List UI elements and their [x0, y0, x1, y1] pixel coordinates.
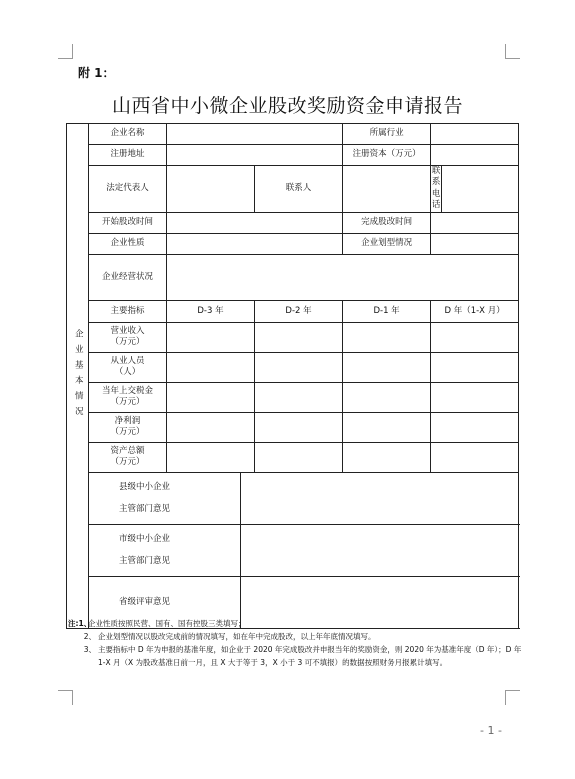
year-d-1: D-1 年: [343, 300, 431, 322]
cell-assets-d-2[interactable]: [255, 442, 343, 472]
label-capital: 注册资本（万元）: [343, 145, 431, 166]
cell-assets-d-1[interactable]: [343, 442, 431, 472]
label-address: 注册地址: [89, 145, 167, 166]
label-contact: 联系人: [255, 166, 343, 213]
cell-revenue-d-3[interactable]: [167, 322, 255, 352]
field-phone[interactable]: [442, 166, 519, 213]
attachment-label: 附 1：: [78, 66, 115, 80]
cell-assets-d-3[interactable]: [167, 442, 255, 472]
page-number: - 1 -: [480, 724, 502, 737]
label-city-opinion: 市级中小企业 主管部门意见: [89, 524, 241, 576]
label-county-opinion: 县级中小企业 主管部门意见: [89, 472, 241, 524]
label-company-name: 企业名称: [89, 124, 167, 145]
note-2-number: 2、: [83, 632, 96, 641]
label-operation: 企业经营状况: [89, 254, 167, 300]
note-2-text: 企业划型情况以股改完成前的情况填写，如在年中完成股改，以上年年底情况填写。: [98, 632, 376, 641]
year-d-2: D-2 年: [255, 300, 343, 322]
year-d-3: D-3 年: [167, 300, 255, 322]
year-d: D 年（1-X 月）: [431, 300, 519, 322]
indicator-header: 主要指标: [89, 300, 167, 322]
cell-employees-d-3[interactable]: [167, 352, 255, 382]
cell-assets-d[interactable]: [431, 442, 519, 472]
field-type[interactable]: [431, 233, 519, 254]
cell-revenue-d-2[interactable]: [255, 322, 343, 352]
indicator-employees: 从业人员 （人）: [89, 352, 167, 382]
cell-tax-d-1[interactable]: [343, 382, 431, 412]
label-phone: 联系电话: [431, 166, 441, 211]
field-operation[interactable]: [167, 254, 519, 300]
field-industry[interactable]: [431, 124, 519, 145]
label-start-time: 开始股改时间: [89, 212, 167, 233]
note-3-text: 主要指标中 D 年为申报的基准年度，如企业于 2020 年完成股改并申报当年的奖励资金，则 2020 年为基准年度（D 年）；D 年 1-X 月（X 为股改基准日前一月，且 X 大于等于 3，X 小于 3 可不填报）的数据按照财务月报累计填写。: [98, 645, 522, 667]
note-3-number: 3、: [83, 645, 96, 654]
cell-tax-d-2[interactable]: [255, 382, 343, 412]
notes: [68, 617, 524, 669]
cell-tax-d-3[interactable]: [167, 382, 255, 412]
note-3: [76, 643, 524, 669]
cell-profit-d[interactable]: [431, 412, 519, 442]
label-nature: 企业性质: [89, 233, 167, 254]
indicator-assets: 资产总额 （万元）: [89, 442, 167, 472]
field-company-name[interactable]: [167, 124, 343, 145]
field-address[interactable]: [167, 145, 343, 166]
label-legal-rep: 法定代表人: [89, 166, 167, 213]
section-label: 企业基本情况: [67, 124, 89, 629]
label-finish-time: 完成股改时间: [343, 212, 431, 233]
crop-mark-top-right: [505, 44, 520, 59]
page-title: 山西省中小微企业股改奖励资金申请报告: [111, 95, 463, 117]
cell-employees-d[interactable]: [431, 352, 519, 382]
crop-mark-bottom-left: [58, 690, 73, 705]
cell-employees-d-2[interactable]: [255, 352, 343, 382]
label-province-opinion: 省级评审意见: [89, 576, 241, 628]
field-start-time[interactable]: [167, 212, 343, 233]
cell-profit-d-2[interactable]: [255, 412, 343, 442]
cell-profit-d-3[interactable]: [167, 412, 255, 442]
application-form-table: [66, 123, 519, 629]
cell-revenue-d-1[interactable]: [343, 322, 431, 352]
field-legal-rep[interactable]: [167, 166, 255, 213]
label-type: 企业划型情况: [343, 233, 431, 254]
crop-mark-bottom-right: [505, 690, 520, 705]
cell-profit-d-1[interactable]: [343, 412, 431, 442]
indicator-profit: 净利润 （万元）: [89, 412, 167, 442]
field-contact[interactable]: [343, 166, 431, 213]
cell-revenue-d[interactable]: [431, 322, 519, 352]
field-capital[interactable]: [431, 145, 519, 166]
field-finish-time[interactable]: [431, 212, 519, 233]
crop-mark-top-left: [58, 44, 73, 59]
label-industry: 所属行业: [343, 124, 431, 145]
cell-employees-d-1[interactable]: [343, 352, 431, 382]
note-1-number: 注:1、: [68, 619, 92, 628]
note-2: [76, 630, 524, 643]
note-1: [68, 617, 524, 630]
indicator-revenue: 营业收入 （万元）: [89, 322, 167, 352]
indicator-tax: 当年上交税金 （万元）: [89, 382, 167, 412]
field-county-opinion[interactable]: [241, 472, 519, 524]
field-city-opinion[interactable]: [241, 524, 519, 576]
field-nature[interactable]: [167, 233, 343, 254]
note-1-text: 企业性质按照民营、国有、国有控股三类填写；: [88, 619, 246, 628]
cell-tax-d[interactable]: [431, 382, 519, 412]
